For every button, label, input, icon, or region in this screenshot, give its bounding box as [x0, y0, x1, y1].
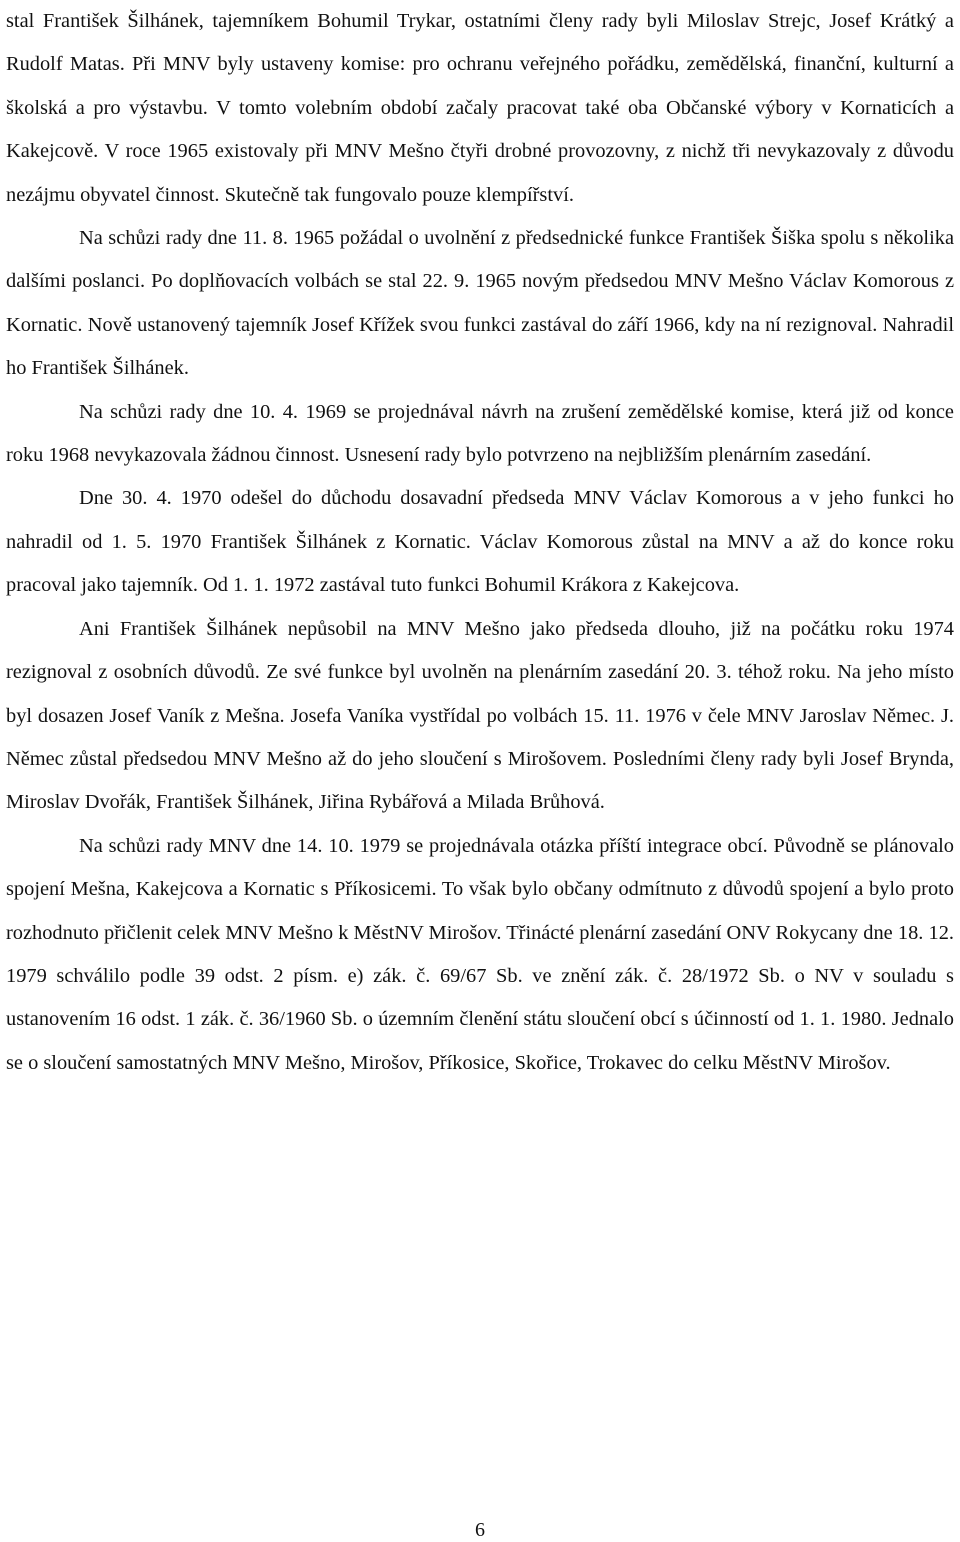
paragraph-3: Na schůzi rady dne 10. 4. 1969 se projednával návrh na zrušení zemědělské komise, která již od konce roku 1968 nevykazovala žádnou činnost. Usnesení rady bylo potvrzeno na nejbližším plenárním zasedání. — [6, 400, 954, 467]
paragraph-1: stal František Šilhánek, tajemníkem Bohumil Trykar, ostatními členy rady byli Miloslav Strejc, Josef Krátký a Rudolf Matas. Při MNV byly ustaveny komise: pro ochranu veřejného pořádku, zemědělská, finanční, kulturní a školská a pro výstavbu. V tomto volebním období začaly pracovat také oba Občanské výbory v Kornaticích a Kakejcově. V roce 1965 existovaly při MNV Mešno čtyři drobné provozovny, z nichž tři nevykazovaly z důvodu nezájmu obyvatel činnost. Skutečně tak fungovalo pouze klempířství. — [6, 10, 954, 206]
page-number: 6 — [475, 1519, 485, 1541]
paragraph-6: Na schůzi rady MNV dne 14. 10. 1979 se projednávala otázka příští integrace obcí. Původně se plánovalo spojení Mešna, Kakejcova a Kornatic s Příkosicemi. To však bylo občany odmítnuto z důvodů spojení a bylo proto rozhodnuto přičlenit celek MNV Mešno k MěstNV Mirošov. Třinácté plenární zasedání ONV Rokycany dne 18. 12. 1979 schválilo podle 39 odst. 2 písm. e) zák. č. 69/67 Sb. ve znění zák. č. 28/1972 Sb. o NV v souladu s ustanovením 16 odst. 1 zák. č. 36/1960 Sb. o územním členění státu sloučení obcí s účinností od 1. 1. 1980. Jednalo se o sloučení samostatných MNV Mešno, Mirošov, Příkosice, Skořice, Trokavec do celku MěstNV Mirošov. — [6, 834, 954, 1074]
paragraph-5: Ani František Šilhánek nepůsobil na MNV Mešno jako předseda dlouho, již na počátku roku 1974 rezignoval z osobních důvodů. Ze své funkce byl uvolněn na plenárním zasedání 20. 3. téhož roku. Na jeho místo byl dosazen Josef Vaník z Mešna. Josefa Vaníka vystřídal po volbách 15. 11. 1976 v čele MNV Jaroslav Němec. J. Němec zůstal předsedou MNV Mešno až do jeho sloučení s Mirošovem. Posledními členy rady byli Josef Brynda, Miroslav Dvořák, František Šilhánek, Jiřina Rybářová a Milada Brůhová. — [6, 617, 954, 814]
document-page — [6, 0, 954, 1541]
paragraph-4: Dne 30. 4. 1970 odešel do důchodu dosavadní předseda MNV Václav Komorous a v jeho funkci ho nahradil od 1. 5. 1970 František Šilhánek z Kornatic. Václav Komorous zůstal na MNV a až do konce roku pracoval jako tajemník. Od 1. 1. 1972 zastával tuto funkci Bohumil Krákora z Kakejcova. — [6, 487, 954, 597]
document-body — [6, 0, 954, 1085]
paragraph-2: Na schůzi rady dne 11. 8. 1965 požádal o uvolnění z předsednické funkce František Šiška spolu s několika dalšími poslanci. Po doplňovacích volbách se stal 22. 9. 1965 novým předsedou MNV Mešno Václav Komorous z Kornatic. Nově ustanovený tajemník Josef Křížek svou funkci zastával do září 1966, kdy na ní rezignoval. Nahradil ho František Šilhánek. — [6, 227, 954, 380]
